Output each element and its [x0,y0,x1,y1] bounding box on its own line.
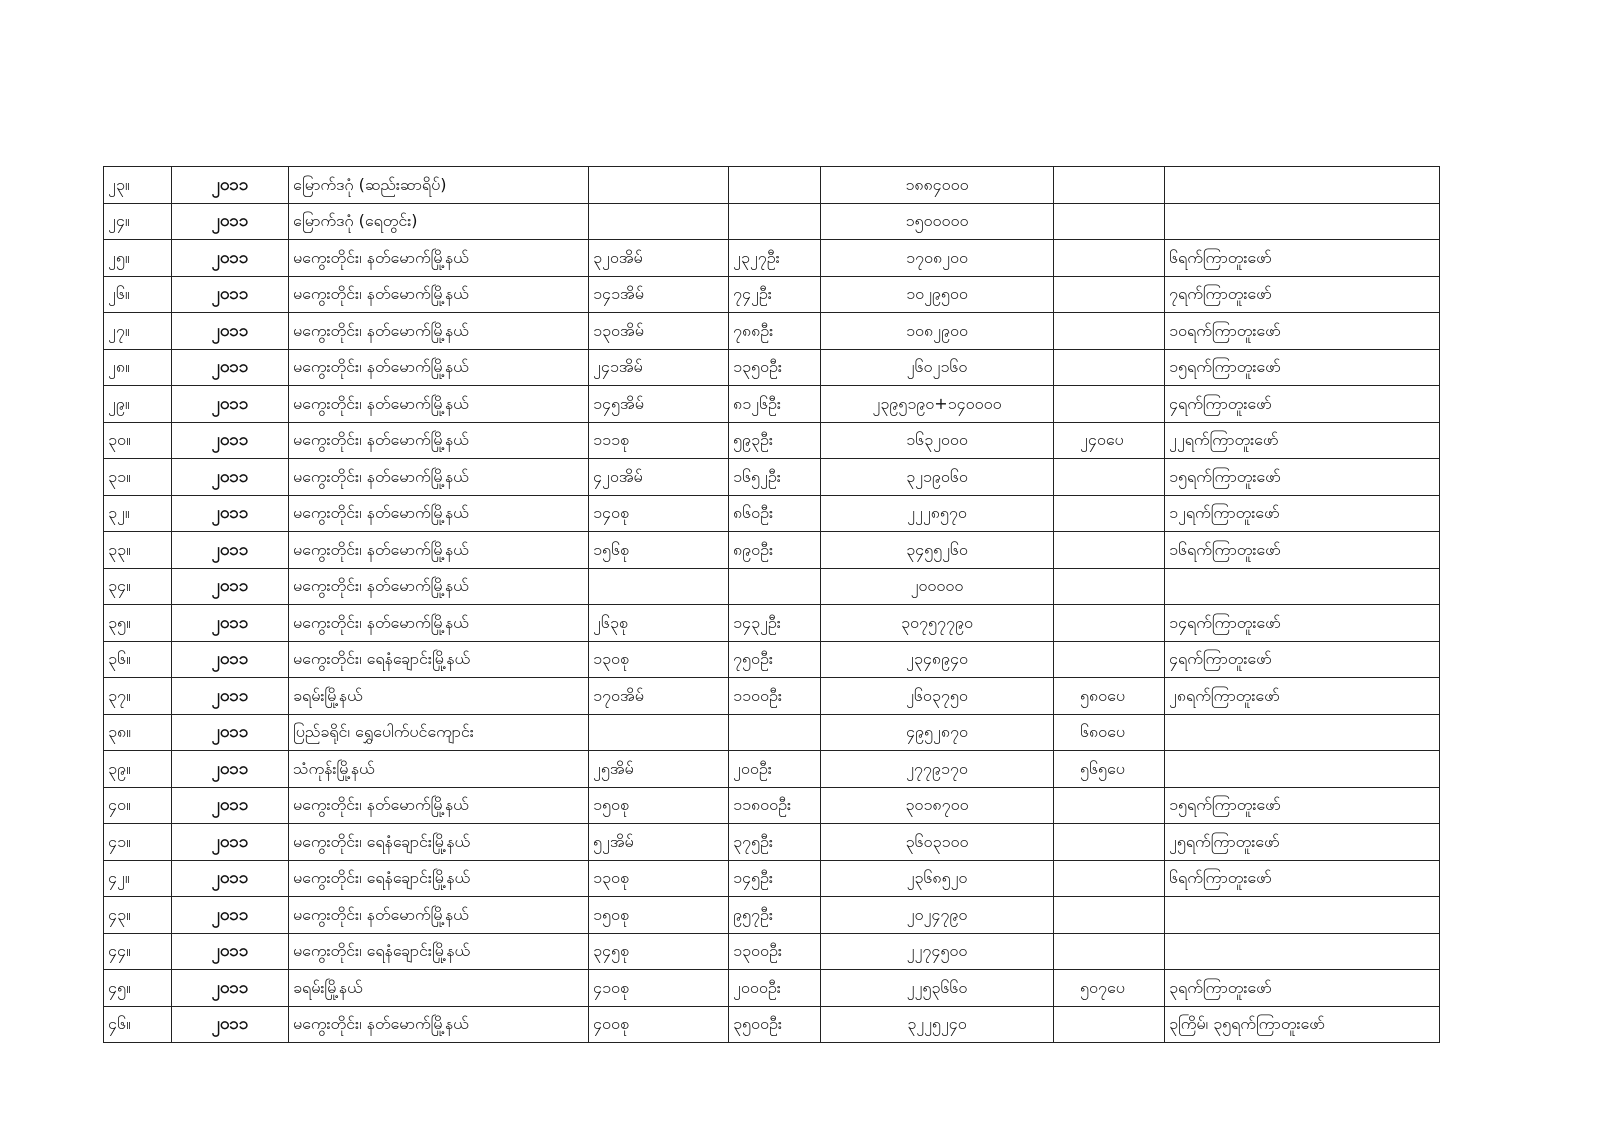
remark-cell: ၃ကြိမ်၊ ၃၅ရက်ကြာတူးဖော် [1165,1006,1440,1043]
depth-cell [1054,313,1165,350]
row-number-cell: ၄၄။ [104,933,172,970]
households-cell: ၁၅၀စု [589,787,729,824]
remark-cell [1165,714,1440,751]
remark-cell: ၃ရက်ကြာတူးဖော် [1165,970,1440,1007]
depth-cell [1054,276,1165,313]
location-cell: မကွေးတိုင်း၊ နတ်မောက်မြို့နယ် [289,276,589,313]
persons-cell: ၁၄၅ဦး [729,860,821,897]
row-number-cell: ၃၃။ [104,532,172,569]
row-number-cell: ၄၃။ [104,897,172,934]
location-cell: မကွေးတိုင်း၊ နတ်မောက်မြို့နယ် [289,240,589,277]
persons-cell: ၅၉၃ဦး [729,422,821,459]
row-number-cell: ၄၀။ [104,787,172,824]
table-row [104,568,1440,605]
remark-cell: ၆ရက်ကြာတူးဖော် [1165,860,1440,897]
year-cell: ၂၀၁၁ [172,751,289,788]
depth-cell: ၅၈၀ပေ [1054,678,1165,715]
table-row [104,167,1440,204]
persons-cell: ၁၆၅၂ဦး [729,459,821,496]
households-cell [589,203,729,240]
year-cell: ၂၀၁၁ [172,167,289,204]
table-row [104,532,1440,569]
location-cell: မကွေးတိုင်း၊ နတ်မောက်မြို့နယ် [289,495,589,532]
year-cell: ၂၀၁၁ [172,349,289,386]
depth-cell [1054,1006,1165,1043]
amount-cell: ၁၀၈၂၉၀၀ [821,313,1054,350]
depth-cell [1054,532,1165,569]
location-cell: မကွေးတိုင်း၊ နတ်မောက်မြို့နယ် [289,532,589,569]
remark-cell: ၇ရက်ကြာတူးဖော် [1165,276,1440,313]
remark-cell: ၁၂ရက်ကြာတူးဖော် [1165,495,1440,532]
location-cell: မကွေးတိုင်း၊ နတ်မောက်မြို့နယ် [289,1006,589,1043]
row-number-cell: ၃၈။ [104,714,172,751]
persons-cell: ၁၃၅၀ဦး [729,349,821,386]
table-row [104,313,1440,350]
remark-cell: ၁၀ရက်ကြာတူးဖော် [1165,313,1440,350]
persons-cell: ၁၃၀၀ဦး [729,933,821,970]
depth-cell [1054,386,1165,423]
amount-cell: ၃၂၁၉၀၆၀ [821,459,1054,496]
year-cell: ၂၀၁၁ [172,787,289,824]
location-cell: မကွေးတိုင်း၊ နတ်မောက်မြို့နယ် [289,787,589,824]
persons-cell: ၂၀၀ဦး [729,751,821,788]
persons-cell: ၁၁၀၀ဦး [729,678,821,715]
depth-cell [1054,787,1165,824]
year-cell: ၂၀၁၁ [172,422,289,459]
year-cell: ၂၀၁၁ [172,641,289,678]
row-number-cell: ၄၂။ [104,860,172,897]
row-number-cell: ၃၆။ [104,641,172,678]
amount-cell: ၂၀၂၄၇၉၀ [821,897,1054,934]
persons-cell: ၃၇၅ဦး [729,824,821,861]
location-cell: မြောက်ဒဂုံ (ရေတွင်း) [289,203,589,240]
location-cell: မကွေးတိုင်း၊ နတ်မောက်မြို့နယ် [289,459,589,496]
remark-cell: ၁၅ရက်ကြာတူးဖော် [1165,787,1440,824]
depth-cell: ၆၈၀ပေ [1054,714,1165,751]
location-cell: မကွေးတိုင်း၊ ရေနံချောင်းမြို့နယ် [289,860,589,897]
location-cell: မကွေးတိုင်း၊ ရေနံချောင်းမြို့နယ် [289,641,589,678]
year-cell: ၂၀၁၁ [172,313,289,350]
amount-cell: ၁၅၀၀၀၀၀ [821,203,1054,240]
households-cell: ၁၃၀စု [589,860,729,897]
persons-cell [729,714,821,751]
year-cell: ၂၀၁၁ [172,860,289,897]
table-row [104,751,1440,788]
households-cell [589,568,729,605]
remark-cell: ၄ရက်ကြာတူးဖော် [1165,641,1440,678]
row-number-cell: ၄၁။ [104,824,172,861]
depth-cell [1054,203,1165,240]
remark-cell: ၂၈ရက်ကြာတူးဖော် [1165,678,1440,715]
depth-cell [1054,495,1165,532]
year-cell: ၂၀၁၁ [172,970,289,1007]
row-number-cell: ၂၆။ [104,276,172,313]
households-cell: ၃၂၀အိမ် [589,240,729,277]
households-cell: ၄၁၀စု [589,970,729,1007]
amount-cell: ၂၆၀၂၁၆၀ [821,349,1054,386]
table-row [104,970,1440,1007]
households-cell: ၂၆၃စု [589,605,729,642]
location-cell: မြောက်ဒဂုံ (ဆည်းဆာရိပ်) [289,167,589,204]
location-cell: ပြည်ခရိုင်၊ ရွှေပေါက်ပင်ကျောင်း [289,714,589,751]
table-body [104,167,1440,1043]
households-cell: ၃၄၅စု [589,933,729,970]
amount-cell: ၂၇၇၉၁၇၀ [821,751,1054,788]
remark-cell: ၂၂ရက်ကြာတူးဖော် [1165,422,1440,459]
persons-cell: ၁၁၈၀၀ဦး [729,787,821,824]
location-cell: မကွေးတိုင်း၊ နတ်မောက်မြို့နယ် [289,897,589,934]
depth-cell [1054,240,1165,277]
households-cell: ၁၃၀အိမ် [589,313,729,350]
depth-cell [1054,568,1165,605]
row-number-cell: ၄၆။ [104,1006,172,1043]
amount-cell: ၃၆၀၃၁၀၀ [821,824,1054,861]
persons-cell: ၁၄၃၂ဦး [729,605,821,642]
row-number-cell: ၂၄။ [104,203,172,240]
year-cell: ၂၀၁၁ [172,276,289,313]
row-number-cell: ၂၈။ [104,349,172,386]
depth-cell [1054,349,1165,386]
table-row [104,203,1440,240]
amount-cell: ၂၂၂၈၅၇၀ [821,495,1054,532]
table-row [104,787,1440,824]
table-row [104,678,1440,715]
persons-cell: ၇၅၀ဦး [729,641,821,678]
year-cell: ၂၀၁၁ [172,532,289,569]
households-cell: ၄၂၀အိမ် [589,459,729,496]
remark-cell: ၂၅ရက်ကြာတူးဖော် [1165,824,1440,861]
year-cell: ၂၀၁၁ [172,459,289,496]
depth-cell [1054,897,1165,934]
amount-cell: ၁၈၈၄၀၀၀ [821,167,1054,204]
households-cell: ၁၅၆စု [589,532,729,569]
households-cell: ၅၂အိမ် [589,824,729,861]
year-cell: ၂၀၁၁ [172,605,289,642]
table-row [104,422,1440,459]
remark-cell: ၁၅ရက်ကြာတူးဖော် [1165,349,1440,386]
households-cell: ၂၄၁အိမ် [589,349,729,386]
remark-cell: ၁၆ရက်ကြာတူးဖော် [1165,532,1440,569]
amount-cell: ၄၉၅၂၈၇၀ [821,714,1054,751]
remark-cell [1165,897,1440,934]
year-cell: ၂၀၁၁ [172,568,289,605]
amount-cell: ၃၀၁၈၇၀၀ [821,787,1054,824]
row-number-cell: ၃၉။ [104,751,172,788]
amount-cell: ၁၆၃၂၀၀၀ [821,422,1054,459]
row-number-cell: ၂၃။ [104,167,172,204]
persons-cell [729,167,821,204]
persons-cell: ၂၃၂၇ဦး [729,240,821,277]
row-number-cell: ၃၇။ [104,678,172,715]
table-row [104,349,1440,386]
depth-cell [1054,459,1165,496]
amount-cell: ၂၂၅၃၆၆၀ [821,970,1054,1007]
households-cell: ၁၄၅အိမ် [589,386,729,423]
row-number-cell: ၃၁။ [104,459,172,496]
table-row [104,1006,1440,1043]
households-cell: ၁၃၀စု [589,641,729,678]
households-cell: ၂၅အိမ် [589,751,729,788]
households-cell: ၁၅၀စု [589,897,729,934]
table-row [104,495,1440,532]
year-cell: ၂၀၁၁ [172,240,289,277]
table-row [104,605,1440,642]
depth-cell [1054,605,1165,642]
households-cell [589,714,729,751]
row-number-cell: ၂၉။ [104,386,172,423]
amount-cell: ၁၇၀၈၂၀၀ [821,240,1054,277]
persons-cell [729,203,821,240]
location-cell: သံကုန်းမြို့နယ် [289,751,589,788]
persons-cell: ၇၄၂ဦး [729,276,821,313]
row-number-cell: ၃၄။ [104,568,172,605]
table-row [104,386,1440,423]
remark-cell [1165,167,1440,204]
persons-cell: ၉၅၇ဦး [729,897,821,934]
remark-cell: ၄ရက်ကြာတူးဖော် [1165,386,1440,423]
table-row [104,459,1440,496]
depth-cell: ၅၆၅ပေ [1054,751,1165,788]
year-cell: ၂၀၁၁ [172,714,289,751]
table-row [104,933,1440,970]
year-cell: ၂၀၁၁ [172,495,289,532]
table-row [104,824,1440,861]
remark-cell [1165,933,1440,970]
depth-cell [1054,933,1165,970]
persons-cell: ၈၉၀ဦး [729,532,821,569]
households-cell: ၁၇၀အိမ် [589,678,729,715]
remark-cell [1165,751,1440,788]
amount-cell: ၃၀၇၅၇၇၉၀ [821,605,1054,642]
row-number-cell: ၂၅။ [104,240,172,277]
depth-cell: ၂၄၀ပေ [1054,422,1165,459]
table-row [104,276,1440,313]
location-cell: ခရမ်းမြို့နယ် [289,678,589,715]
location-cell: မကွေးတိုင်း၊ နတ်မောက်မြို့နယ် [289,605,589,642]
households-cell: ၁၄၀စု [589,495,729,532]
amount-cell: ၂၆၀၃၇၅၀ [821,678,1054,715]
row-number-cell: ၄၅။ [104,970,172,1007]
persons-cell [729,568,821,605]
location-cell: ခရမ်းမြို့နယ် [289,970,589,1007]
remark-cell [1165,203,1440,240]
amount-cell: ၂၃၆၈၅၂၀ [821,860,1054,897]
amount-cell: ၁၀၂၉၅၀၀ [821,276,1054,313]
remark-cell [1165,568,1440,605]
amount-cell: ၂၃၉၅၁၉၀+၁၄၀၀၀၀ [821,386,1054,423]
depth-cell [1054,860,1165,897]
amount-cell: ၂၂၇၄၅၀၀ [821,933,1054,970]
location-cell: မကွေးတိုင်း၊ နတ်မောက်မြို့နယ် [289,568,589,605]
location-cell: မကွေးတိုင်း၊ နတ်မောက်မြို့နယ် [289,313,589,350]
table-row [104,240,1440,277]
depth-cell: ၅၀၇ပေ [1054,970,1165,1007]
persons-cell: ၂၀၀၀ဦး [729,970,821,1007]
year-cell: ၂၀၁၁ [172,386,289,423]
persons-cell: ၇၈၈ဦး [729,313,821,350]
table-row [104,641,1440,678]
row-number-cell: ၃၀။ [104,422,172,459]
depth-cell [1054,167,1165,204]
households-cell: ၁၁၁စု [589,422,729,459]
year-cell: ၂၀၁၁ [172,203,289,240]
amount-cell: ၃၄၅၅၂၆၀ [821,532,1054,569]
data-table [103,166,1440,1043]
persons-cell: ၃၅၀၀ဦး [729,1006,821,1043]
amount-cell: ၂၃၄၈၉၄၀ [821,641,1054,678]
depth-cell [1054,641,1165,678]
remark-cell: ၆ရက်ကြာတူးဖော် [1165,240,1440,277]
location-cell: မကွေးတိုင်း၊ နတ်မောက်မြို့နယ် [289,386,589,423]
table-row [104,714,1440,751]
year-cell: ၂၀၁၁ [172,824,289,861]
location-cell: မကွေးတိုင်း၊ နတ်မောက်မြို့နယ် [289,349,589,386]
row-number-cell: ၃၅။ [104,605,172,642]
remark-cell: ၁၄ရက်ကြာတူးဖော် [1165,605,1440,642]
amount-cell: ၃၂၂၅၂၄၀ [821,1006,1054,1043]
households-cell [589,167,729,204]
location-cell: မကွေးတိုင်း၊ ရေနံချောင်းမြို့နယ် [289,824,589,861]
row-number-cell: ၂၇။ [104,313,172,350]
location-cell: မကွေးတိုင်း၊ နတ်မောက်မြို့နယ် [289,422,589,459]
depth-cell [1054,824,1165,861]
remark-cell: ၁၅ရက်ကြာတူးဖော် [1165,459,1440,496]
year-cell: ၂၀၁၁ [172,933,289,970]
households-cell: ၁၄၁အိမ် [589,276,729,313]
year-cell: ၂၀၁၁ [172,897,289,934]
row-number-cell: ၃၂။ [104,495,172,532]
households-cell: ၄၀၀စု [589,1006,729,1043]
year-cell: ၂၀၁၁ [172,1006,289,1043]
year-cell: ၂၀၁၁ [172,678,289,715]
table-row [104,860,1440,897]
persons-cell: ၈၆၀ဦး [729,495,821,532]
persons-cell: ၈၁၂၆ဦး [729,386,821,423]
amount-cell: ၂၀၀၀၀၀ [821,568,1054,605]
table-row [104,897,1440,934]
location-cell: မကွေးတိုင်း၊ ရေနံချောင်းမြို့နယ် [289,933,589,970]
